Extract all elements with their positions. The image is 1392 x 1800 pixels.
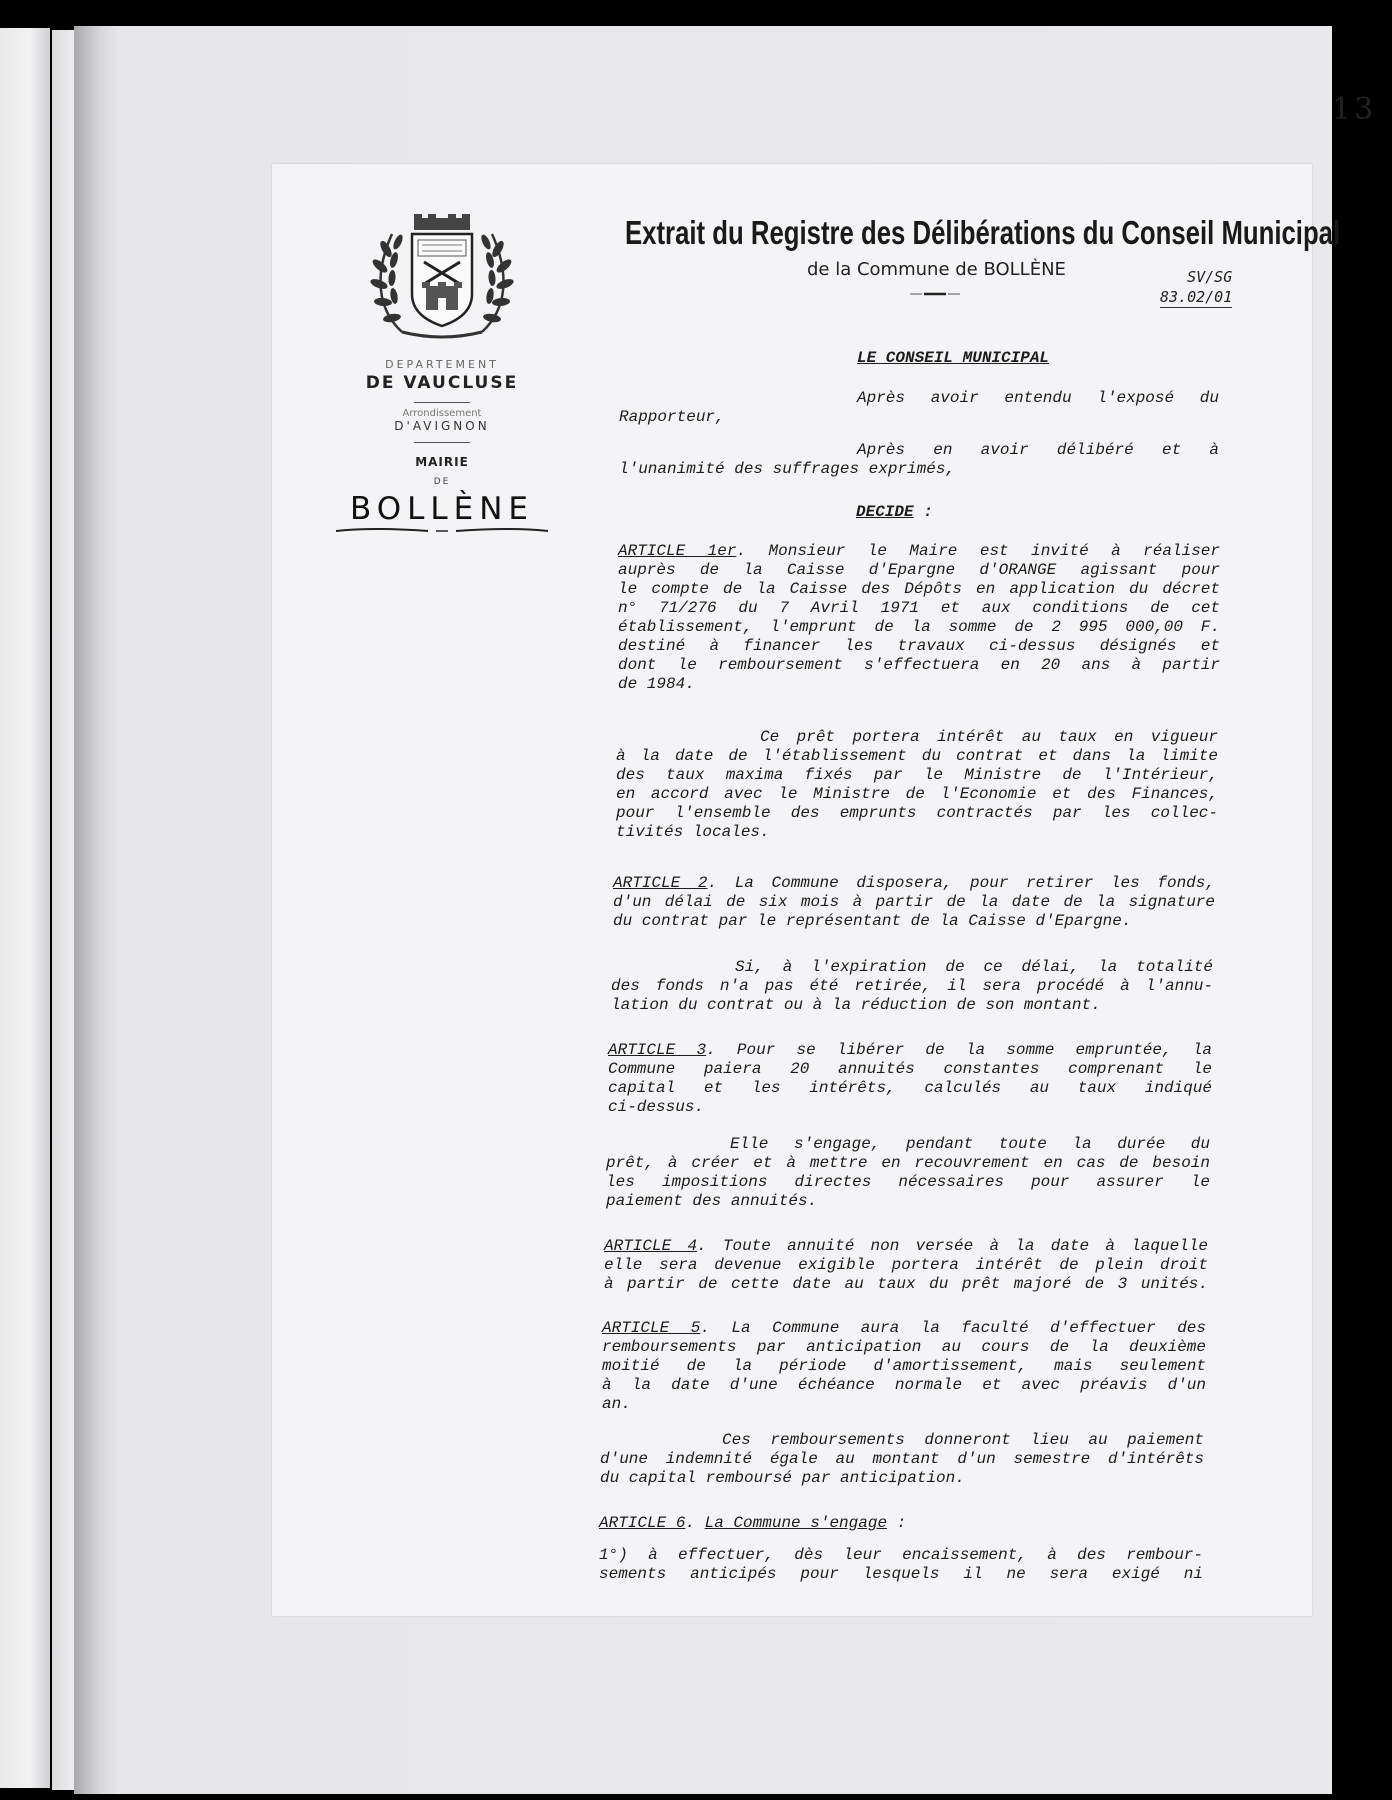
- council-heading-text: LE CONSEIL MUNICIPAL: [857, 349, 1050, 367]
- text-line: dont le remboursement s'effectuera en 20 ans à partir: [618, 656, 1220, 674]
- text-line: [613, 874, 1215, 893]
- text-line: les impositions directes nécessaires pour assurer le: [606, 1173, 1210, 1191]
- text-line: pour l'ensemble des emprunts contractés par les collec-: [616, 804, 1218, 822]
- text-line: en accord avec le Ministre de l'Economie et des Finances,: [616, 785, 1218, 803]
- text-line: Ce prêt portera intérêt au taux en vigueur: [760, 728, 1218, 746]
- reference-number: 83.02/01: [1160, 288, 1233, 306]
- article-5-paragraph-2: [600, 1431, 1204, 1488]
- text-line: de 1984.: [618, 675, 695, 693]
- text-line: d'un délai de six mois à partir de la date de la signature: [613, 893, 1215, 911]
- departement-label: DEPARTEMENT: [385, 358, 499, 371]
- text-line: l'unanimité des suffrages exprimés,: [619, 460, 956, 478]
- article-1: [618, 542, 1220, 694]
- text-line: Elle s'engage, pendant toute la durée du: [730, 1135, 1210, 1153]
- text-line: [618, 542, 1220, 561]
- text-line: sements anticipés pour lesquels il ne sera exigé ni: [599, 1565, 1203, 1583]
- text-line: n° 71/276 du 7 Avril 1971 et aux conditions de cet: [618, 599, 1220, 617]
- text-segment: . La Commune aura la faculté d'effectuer des: [700, 1319, 1207, 1337]
- reference-initials: SV/SG: [1187, 268, 1233, 286]
- text-line: [604, 1237, 1208, 1256]
- de-label: DE: [433, 477, 451, 487]
- text-line: à la date d'une échéance normale et avec préavis d'un: [602, 1376, 1206, 1394]
- text-line: moitié de la période d'amortissement, mais seulement: [602, 1357, 1206, 1375]
- text-line: an.: [602, 1395, 631, 1413]
- article-5: [602, 1319, 1206, 1414]
- text-line: à partir de cette date au taux du prêt majoré de 3 unités.: [604, 1275, 1208, 1293]
- binding-strip: [52, 30, 74, 1790]
- text-line: établissement, l'emprunt de la somme de 2 995 000,00 F.: [618, 618, 1220, 636]
- text-line: capital et les intérêts, calculés au taux indiqué: [608, 1079, 1212, 1097]
- text-line: du capital remboursé par anticipation.: [600, 1469, 965, 1487]
- letterhead-divider: [414, 402, 470, 403]
- text-line: [599, 1514, 1203, 1533]
- text-line: des fonds n'a pas été retirée, il sera procédé à l'annu-: [611, 977, 1213, 995]
- paragraph-rapporteur: [619, 389, 1219, 427]
- article-label: ARTICLE 5: [602, 1319, 701, 1337]
- article-label: ARTICLE 3: [608, 1041, 707, 1059]
- article-1-paragraph-2: [616, 728, 1218, 842]
- text-line: Après avoir entendu l'exposé du: [857, 389, 1219, 407]
- reference-code: [1160, 267, 1232, 308]
- text-segment: . Toute annuité non versée à la date à laquelle: [697, 1237, 1208, 1255]
- text-line: Commune paiera 20 annuités constantes comprenant le: [608, 1060, 1212, 1078]
- text-line: lation du contrat ou à la réduction de son montant.: [611, 996, 1101, 1014]
- text-line: paiement des annuités.: [606, 1192, 818, 1210]
- text-line: à la date de l'établissement du contrat et dans la limite: [616, 747, 1218, 765]
- document-title: Extrait du Registre des Délibérations du Conseil Municipal: [625, 214, 1341, 251]
- article-label: ARTICLE 2: [613, 874, 708, 892]
- text-line: Après en avoir délibéré et à: [857, 441, 1219, 459]
- text-line: auprès de la Caisse d'Epargne d'ORANGE agissant pour: [618, 561, 1220, 579]
- letterhead-divider: [414, 442, 470, 443]
- commune-name: BOLLÈNE: [349, 491, 535, 527]
- document-sheet: [272, 164, 1341, 1616]
- text-line: [602, 1319, 1206, 1338]
- departement-name: DE VAUCLUSE: [365, 373, 519, 393]
- text-segment: :: [887, 1514, 907, 1532]
- text-line: Ces remboursements donneront lieu au paiement: [722, 1431, 1204, 1449]
- text-line: ci-dessus.: [608, 1098, 705, 1116]
- register-page: [74, 26, 1377, 1794]
- title-ornament: [910, 291, 960, 297]
- coat-of-arms-icon: [362, 214, 522, 344]
- decide-label: DECIDE: [856, 503, 914, 521]
- letterhead: [322, 214, 562, 535]
- text-line: elle sera devenue exigible portera intérêt de plein droit: [604, 1256, 1208, 1274]
- article-3: [608, 1041, 1212, 1117]
- text-segment: . Monsieur le Maire est invité à réaliser: [736, 542, 1220, 560]
- text-segment: . La Commune disposera, pour retirer les fonds,: [707, 874, 1215, 892]
- text-line: des taux maxima fixés par le Ministre de l'Intérieur,: [616, 766, 1218, 784]
- page-number: 13: [1332, 92, 1377, 127]
- article-4: [604, 1237, 1208, 1294]
- document-subtitle: de la Commune de BOLLÈNE: [807, 259, 1066, 280]
- text-line: remboursements par anticipation au cours de la deuxième: [602, 1338, 1206, 1356]
- text-line: le compte de la Caisse des Dépôts en application du décret: [618, 580, 1220, 598]
- text-segment: .: [685, 1514, 705, 1532]
- article-2: [613, 874, 1215, 931]
- letterhead-underline: [332, 527, 552, 535]
- article-6: [599, 1514, 1203, 1584]
- article-label: ARTICLE 1er: [618, 542, 737, 560]
- council-heading: [857, 349, 1049, 368]
- decide-heading: [856, 503, 933, 522]
- text-line: [608, 1041, 1212, 1060]
- article-2-paragraph-2: [611, 958, 1213, 1015]
- text-line: d'une indemnité égale au montant d'un semestre d'intérêts: [600, 1450, 1204, 1468]
- text-line: Rapporteur,: [619, 408, 725, 426]
- text-line: prêt, à créer et à mettre en recouvrement en cas de besoin: [606, 1154, 1210, 1172]
- text-line: du contrat par le représentant de la Caisse d'Epargne.: [613, 912, 1132, 930]
- decide-suffix: :: [913, 503, 933, 521]
- mairie-label: MAIRIE: [415, 455, 469, 469]
- text-segment: . Pour se libérer de la somme empruntée, la: [706, 1041, 1212, 1059]
- arrondissement-name: D'AVIGNON: [394, 419, 490, 433]
- article-label: ARTICLE 6: [599, 1514, 686, 1532]
- binding-left: [0, 28, 50, 1788]
- article-6-heading: La Commune s'engage: [704, 1514, 888, 1532]
- article-label: ARTICLE 4: [604, 1237, 698, 1255]
- text-line: 1°) à effectuer, dès leur encaissement, à des rembour-: [599, 1546, 1203, 1564]
- article-3-paragraph-2: [606, 1135, 1210, 1211]
- text-line: destiné à financer les travaux ci-dessus désignés et: [618, 637, 1220, 655]
- paragraph-delibere: [619, 441, 1219, 479]
- arrondissement-label: Arrondissement: [402, 408, 482, 419]
- text-line: Si, à l'expiration de ce délai, la totalité: [735, 958, 1213, 976]
- text-line: tivités locales.: [616, 823, 770, 841]
